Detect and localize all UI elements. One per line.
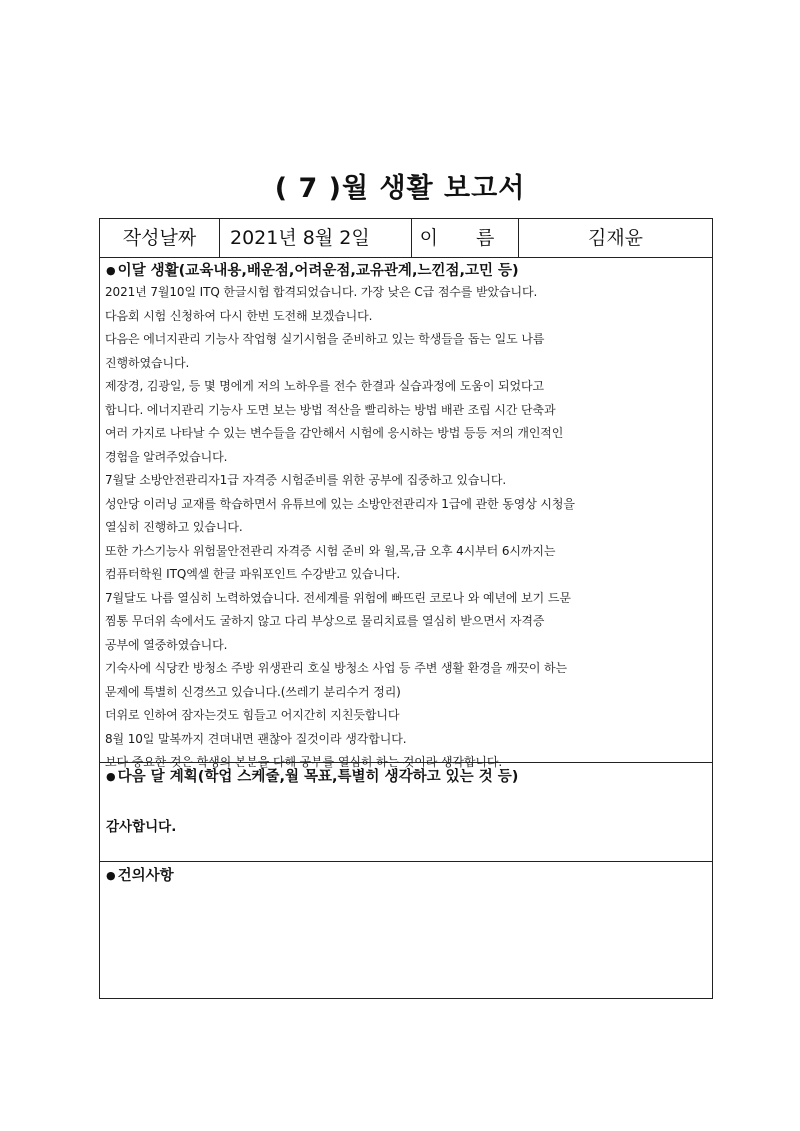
- bullet-icon: ●: [106, 869, 116, 882]
- report-form: [99, 218, 713, 999]
- bullet-icon: ●: [106, 264, 116, 277]
- body-line: 문제에 특별히 신경쓰고 있습니다.(쓰레기 분리수거 정리): [105, 684, 401, 699]
- next-month-heading-text: 다음 달 계획(학업 스케줄,월 목표,특별히 생각하고 있는 것 등): [117, 769, 519, 785]
- body-line: 다음회 시험 신청하여 다시 한번 도전해 보겠습니다.: [105, 308, 373, 323]
- body-line: 성안당 이러닝 교재를 학습하면서 유튜브에 있는 소방안전관리자 1급에 관한 동영상 시청을: [105, 496, 575, 511]
- body-line: 찜통 무더위 속에서도 굴하지 않고 다리 부상으로 물리치료를 열심히 받으면서 자격증: [105, 614, 545, 628]
- body-line: 8월 10일 말복까지 견뎌내면 괜찮아 질것이라 생각합니다.: [105, 731, 407, 746]
- body-line: 기숙사에 식당칸 방청소 주방 위생관리 호실 방청소 사업 등 주변 생활 환경을 깨끗이 하는: [105, 661, 568, 675]
- date-value: 2021년 8월 2일: [220, 219, 412, 257]
- header-row: [100, 219, 712, 258]
- body-line: 7월달 소방안전관리자1급 자격증 시험준비를 위한 공부에 집중하고 있습니다.: [105, 473, 507, 487]
- name-value: 김재윤: [587, 227, 644, 249]
- this-month-heading: [106, 259, 519, 280]
- body-line: 보다 중요한 것은 학생의 본분을 다해 공부를 열심히 하는 것이라 생각합니다.: [105, 755, 503, 769]
- bullet-icon: ●: [106, 770, 116, 783]
- body-line: 또한 가스기능사 위험물안전관리 자격증 시험 준비 와 월,목,금 오후 4시부터 6시까지는: [105, 543, 556, 558]
- next-month-text: 감사합니다.: [106, 819, 177, 835]
- report-title: ( 7 )월 생활 보고서: [274, 173, 526, 204]
- body-line: 7월달도 나름 열심히 노력하였습니다. 전세계를 위험에 빠뜨린 코로나 와 예년에 보기 드문: [105, 590, 571, 605]
- body-line: 열심히 진행하고 있습니다.: [105, 520, 243, 534]
- body-line: 공부에 열중하였습니다.: [105, 637, 228, 652]
- body-line: 경험을 알려주었습니다.: [105, 449, 228, 464]
- this-month-body: [105, 281, 705, 775]
- next-month-heading: [106, 765, 518, 786]
- body-line: 다음은 에너지관리 기능사 작업형 실기시험을 준비하고 있는 학생들을 돕는 일도 나름: [105, 332, 545, 346]
- section-divider: [100, 861, 712, 862]
- section-divider: [100, 762, 712, 763]
- date-label: 작성날짜: [100, 219, 220, 257]
- body-line: 제장경, 김광일, 등 몇 명에게 저의 노하우를 전수 한결과 실습과정에 도움이 되었다고: [105, 379, 545, 393]
- body-line: 합니다. 에너지관리 기능사 도면 보는 방법 적산을 빨리하는 방법 배관 조립 시간 단축과: [105, 402, 556, 417]
- body-line: 더위로 인하여 잠자는것도 힘들고 어지간히 지친듯합니다: [105, 708, 400, 722]
- suggestions-heading-text: 건의사항: [117, 868, 174, 884]
- body-line: 진행하였습니다.: [105, 355, 190, 370]
- this-month-heading-text: 이달 생활(교육내용,배운점,어려운점,교유관계,느낀점,고민 등): [117, 263, 519, 279]
- name-label: 이 름: [412, 219, 519, 257]
- suggestions-heading: [106, 864, 174, 885]
- body-line: 2021년 7월10일 ITQ 한글시험 합격되었습니다. 가장 낮은 C급 점수를 받았습니다.: [105, 285, 538, 299]
- body-line: 여러 가지로 나타날 수 있는 변수들을 감안해서 시험에 응시하는 방법 등등 저의 개인적인: [105, 426, 564, 440]
- body-line: 컴퓨터학원 ITQ엑셀 한글 파워포인트 수강받고 있습니다.: [105, 567, 401, 581]
